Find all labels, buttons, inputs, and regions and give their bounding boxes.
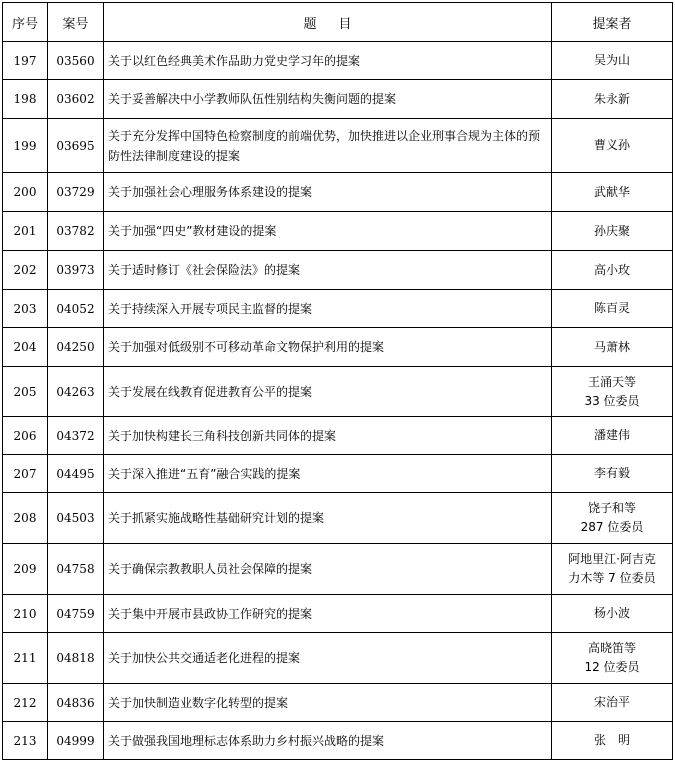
proposer-line: 饶子和等 [587, 501, 636, 515]
cell-title: 关于加快制造业数字化转型的提案 [104, 684, 552, 722]
cell-title: 关于充分发挥中国特色检察制度的前端优势，加快推进以企业刑事合规为主体的预防性法律制度建设的提案 [104, 119, 552, 173]
proposal-table [2, 2, 673, 760]
cell-proposer [552, 251, 673, 290]
cell-seq: 212 [3, 684, 48, 722]
cell-proposer [552, 417, 673, 455]
cell-title: 关于发展在线教育促进教育公平的提案 [104, 367, 552, 417]
header-title [104, 3, 552, 42]
cell-case-number: 03782 [48, 212, 104, 251]
table-body [3, 42, 673, 760]
cell-case-number: 04052 [48, 290, 104, 328]
cell-case-number: 04263 [48, 367, 104, 417]
cell-proposer [552, 119, 673, 173]
cell-seq: 211 [3, 633, 48, 684]
proposer-line: 王涌天等 [587, 374, 636, 389]
cell-case-number: 03695 [48, 119, 104, 173]
header-case: 案号 [48, 3, 104, 42]
proposer-line: 吴为山 [593, 53, 630, 67]
cell-seq: 203 [3, 290, 48, 328]
cell-seq: 199 [3, 119, 48, 173]
proposer-line: 杨小波 [593, 606, 630, 620]
cell-proposer [552, 328, 673, 367]
proposer-line: 武献华 [593, 184, 630, 199]
cell-seq: 197 [3, 42, 48, 80]
cell-seq: 202 [3, 251, 48, 290]
cell-case-number: 03560 [48, 42, 104, 80]
cell-seq: 210 [3, 595, 48, 633]
table-row [3, 417, 673, 455]
cell-title: 关于加强社会心理服务体系建设的提案 [104, 173, 552, 212]
table-row [3, 290, 673, 328]
cell-title: 关于适时修订《社会保险法》的提案 [104, 251, 552, 290]
proposer-line: 陈百灵 [593, 301, 630, 315]
cell-seq: 200 [3, 173, 48, 212]
cell-proposer [552, 212, 673, 251]
table-row [3, 684, 673, 722]
proposer-line: 287 位委员 [580, 520, 644, 534]
header-row [3, 3, 673, 42]
table-row [3, 595, 673, 633]
cell-proposer [552, 173, 673, 212]
cell-title: 关于妥善解决中小学教师队伍性别结构失衡问题的提案 [104, 80, 552, 119]
table-row [3, 367, 673, 417]
table-row [3, 119, 673, 173]
cell-title: 关于以红色经典美术作品助力党史学习年的提案 [104, 42, 552, 80]
proposer-line: 力木等 7 位委员 [568, 571, 656, 585]
cell-case-number: 04503 [48, 493, 104, 544]
cell-proposer [552, 595, 673, 633]
proposer-line: 高小玫 [593, 262, 630, 277]
cell-title: 关于深入推进“五育”融合实践的提案 [104, 455, 552, 493]
proposer-line: 高晓笛等 [587, 641, 636, 655]
cell-case-number: 04818 [48, 633, 104, 684]
proposer-line: 曹义孙 [593, 138, 630, 152]
header-proposer: 提案者 [552, 3, 673, 42]
cell-seq: 198 [3, 80, 48, 119]
table-row [3, 544, 673, 595]
cell-proposer [552, 290, 673, 328]
cell-seq: 206 [3, 417, 48, 455]
cell-title: 关于加快构建长三角科技创新共同体的提案 [104, 417, 552, 455]
cell-case-number: 03729 [48, 173, 104, 212]
proposer-line: 12 位委员 [584, 660, 640, 674]
cell-seq: 204 [3, 328, 48, 367]
proposer-line: 朱永新 [593, 91, 630, 106]
proposer-line: 李有毅 [593, 466, 630, 480]
cell-title: 关于加快公共交通适老化进程的提案 [104, 633, 552, 684]
proposer-line: 阿地里江·阿吉克 [568, 552, 656, 566]
table-row [3, 633, 673, 684]
cell-proposer [552, 722, 673, 760]
header-seq: 序号 [3, 3, 48, 42]
cell-case-number: 04999 [48, 722, 104, 760]
cell-title: 关于加强对低级别不可移动革命文物保护利用的提案 [104, 328, 552, 367]
cell-title: 关于做强我国地理标志体系助力乡村振兴战略的提案 [104, 722, 552, 760]
header-title-char-1: 题 [303, 16, 317, 32]
cell-case-number: 04758 [48, 544, 104, 595]
cell-proposer [552, 455, 673, 493]
proposer-line: 宋治平 [593, 695, 630, 709]
table-row [3, 455, 673, 493]
proposer-line: 马萧林 [593, 339, 630, 354]
header-title-char-2: 目 [338, 16, 352, 32]
cell-proposer [552, 493, 673, 544]
cell-title: 关于集中开展市县政协工作研究的提案 [104, 595, 552, 633]
cell-title: 关于确保宗教教职人员社会保障的提案 [104, 544, 552, 595]
table-row [3, 42, 673, 80]
cell-proposer [552, 80, 673, 119]
cell-seq: 208 [3, 493, 48, 544]
table-row [3, 722, 673, 760]
cell-title: 关于持续深入开展专项民主监督的提案 [104, 290, 552, 328]
cell-title: 关于抓紧实施战略性基础研究计划的提案 [104, 493, 552, 544]
cell-seq: 209 [3, 544, 48, 595]
table-row [3, 328, 673, 367]
cell-case-number: 03602 [48, 80, 104, 119]
cell-proposer [552, 544, 673, 595]
cell-title: 关于加强“四史”教材建设的提案 [104, 212, 552, 251]
cell-proposer [552, 42, 673, 80]
proposer-line: 孙庆聚 [593, 223, 630, 238]
table-row [3, 251, 673, 290]
cell-seq: 205 [3, 367, 48, 417]
cell-seq: 213 [3, 722, 48, 760]
cell-proposer [552, 367, 673, 417]
cell-proposer [552, 633, 673, 684]
proposer-line: 潘建伟 [593, 428, 630, 442]
cell-case-number: 04836 [48, 684, 104, 722]
table-row [3, 493, 673, 544]
proposer-line: 张 明 [593, 733, 630, 747]
cell-case-number: 03973 [48, 251, 104, 290]
table-row [3, 173, 673, 212]
proposer-line: 33 位委员 [584, 393, 640, 408]
cell-case-number: 04250 [48, 328, 104, 367]
cell-case-number: 04759 [48, 595, 104, 633]
cell-case-number: 04495 [48, 455, 104, 493]
table-row [3, 80, 673, 119]
cell-seq: 201 [3, 212, 48, 251]
table-row [3, 212, 673, 251]
cell-case-number: 04372 [48, 417, 104, 455]
cell-proposer [552, 684, 673, 722]
cell-seq: 207 [3, 455, 48, 493]
